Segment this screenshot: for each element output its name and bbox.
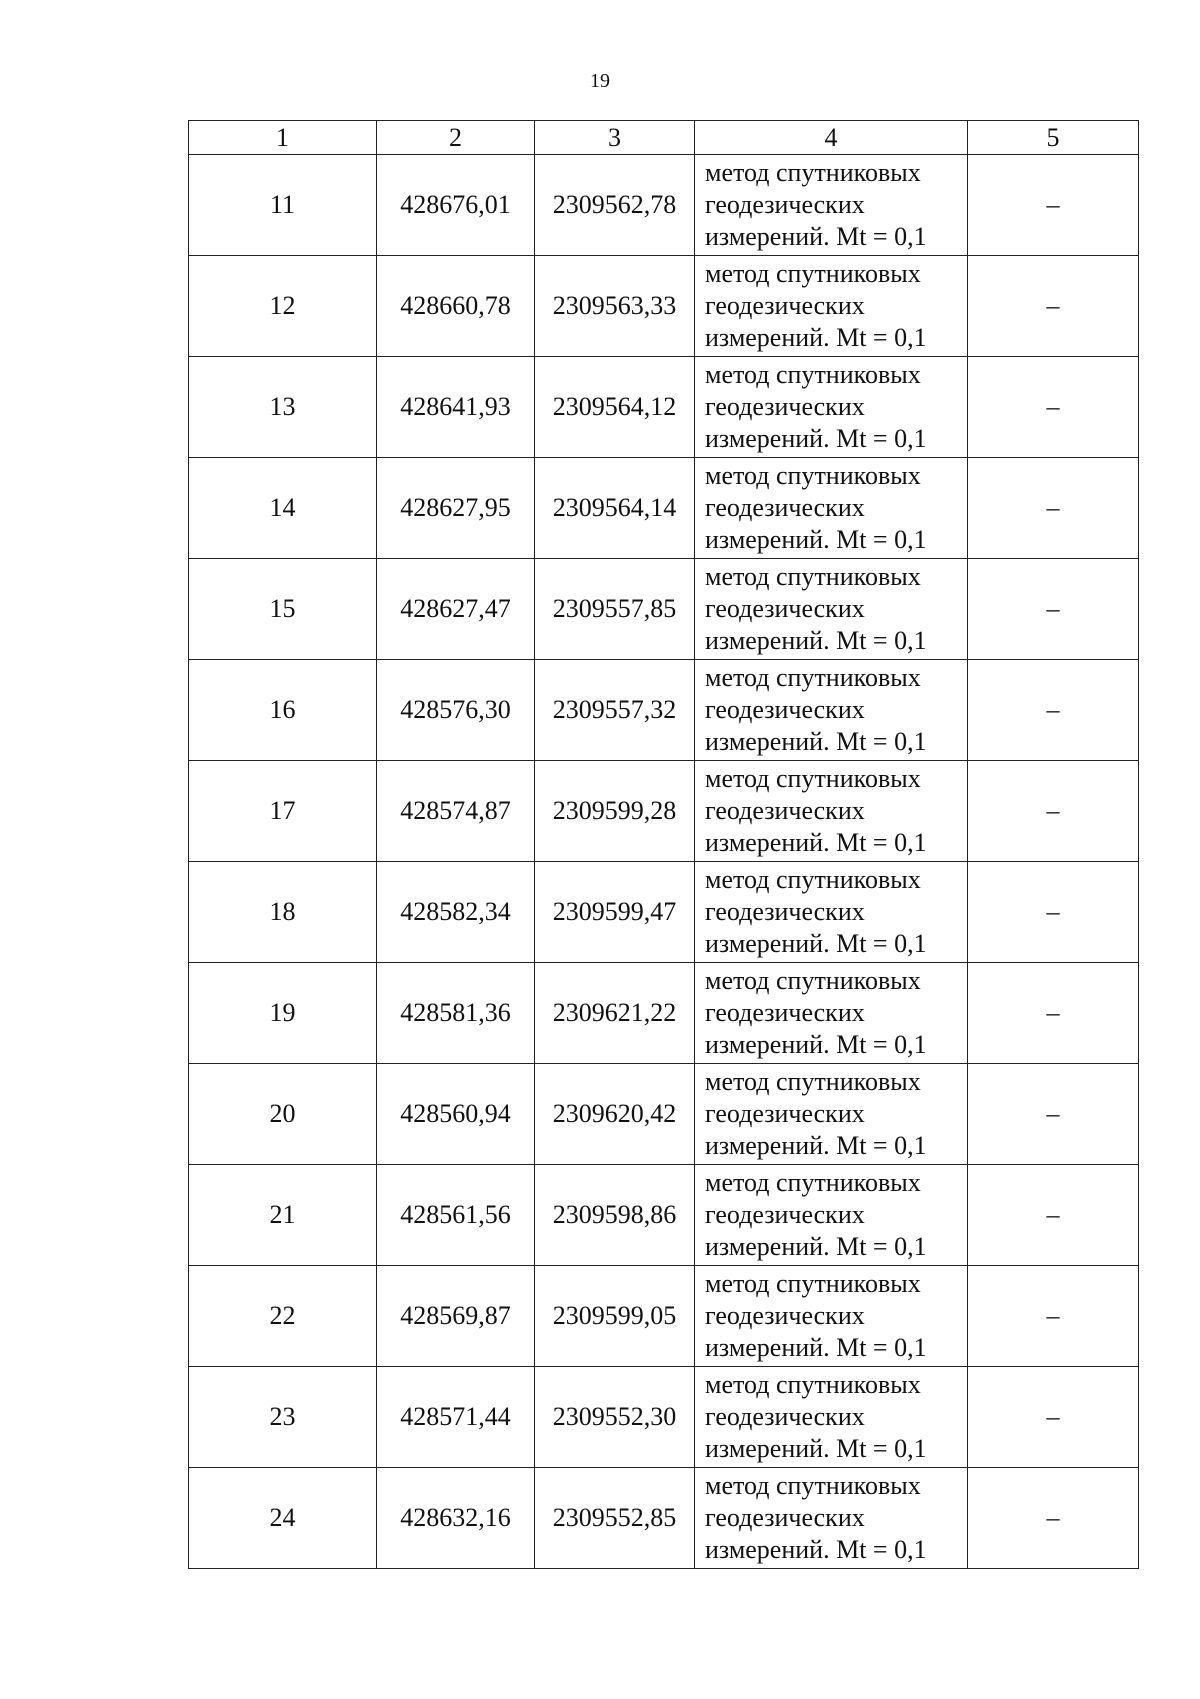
method-line: метод спутниковых [705, 865, 921, 894]
method-line: геодезических [705, 897, 865, 926]
method-line: метод спутниковых [705, 461, 921, 490]
point-number-cell: 11 [189, 155, 377, 256]
point-number-cell: 17 [189, 761, 377, 862]
method-line: измерений. Mt = 0,1 [705, 626, 927, 655]
method-line: геодезических [705, 695, 865, 724]
header-row [189, 121, 1139, 155]
point-number-cell: 21 [189, 1165, 377, 1266]
table-row [189, 1367, 1139, 1468]
column-5-cell: – [968, 357, 1139, 458]
column-5-cell: – [968, 1468, 1139, 1569]
y-coordinate-cell: 2309557,85 [535, 559, 695, 660]
method-line: измерений. Mt = 0,1 [705, 525, 927, 554]
column-5-cell: – [968, 559, 1139, 660]
point-number-cell: 12 [189, 256, 377, 357]
method-line: геодезических [705, 392, 865, 421]
method-line: измерений. Mt = 0,1 [705, 828, 927, 857]
x-coordinate-cell: 428574,87 [377, 761, 535, 862]
coordinates-table [188, 120, 1139, 1569]
method-cell [695, 256, 968, 357]
method-line: геодезических [705, 594, 865, 623]
point-number-cell: 14 [189, 458, 377, 559]
point-number-cell: 24 [189, 1468, 377, 1569]
method-line: геодезических [705, 1099, 865, 1128]
method-line: геодезических [705, 1301, 865, 1330]
column-5-cell: – [968, 155, 1139, 256]
method-cell [695, 155, 968, 256]
header-cell-3: 3 [535, 121, 695, 155]
method-cell [695, 559, 968, 660]
point-number-cell: 22 [189, 1266, 377, 1367]
y-coordinate-cell: 2309562,78 [535, 155, 695, 256]
x-coordinate-cell: 428582,34 [377, 862, 535, 963]
method-cell [695, 1468, 968, 1569]
table-row [189, 559, 1139, 660]
method-cell [695, 458, 968, 559]
method-cell [695, 1064, 968, 1165]
y-coordinate-cell: 2309599,47 [535, 862, 695, 963]
column-5-cell: – [968, 963, 1139, 1064]
x-coordinate-cell: 428641,93 [377, 357, 535, 458]
method-line: метод спутниковых [705, 1370, 921, 1399]
method-line: измерений. Mt = 0,1 [705, 1232, 927, 1261]
table-row [189, 1165, 1139, 1266]
page-number: 19 [590, 70, 610, 92]
point-number-cell: 19 [189, 963, 377, 1064]
column-5-cell: – [968, 458, 1139, 559]
table-body [189, 155, 1139, 1569]
point-number-cell: 20 [189, 1064, 377, 1165]
point-number-cell: 13 [189, 357, 377, 458]
method-line: геодезических [705, 1503, 865, 1532]
point-number-cell: 23 [189, 1367, 377, 1468]
method-line: геодезических [705, 493, 865, 522]
method-cell [695, 660, 968, 761]
method-cell [695, 1367, 968, 1468]
method-line: метод спутниковых [705, 764, 921, 793]
method-line: измерений. Mt = 0,1 [705, 1131, 927, 1160]
method-line: измерений. Mt = 0,1 [705, 424, 927, 453]
method-cell [695, 357, 968, 458]
method-line: метод спутниковых [705, 360, 921, 389]
x-coordinate-cell: 428561,56 [377, 1165, 535, 1266]
method-cell [695, 761, 968, 862]
method-line: измерений. Mt = 0,1 [705, 929, 927, 958]
method-cell [695, 963, 968, 1064]
y-coordinate-cell: 2309564,14 [535, 458, 695, 559]
method-line: метод спутниковых [705, 966, 921, 995]
method-line: геодезических [705, 1402, 865, 1431]
x-coordinate-cell: 428632,16 [377, 1468, 535, 1569]
method-line: геодезических [705, 291, 865, 320]
header-cell-4: 4 [695, 121, 968, 155]
x-coordinate-cell: 428569,87 [377, 1266, 535, 1367]
method-line: измерений. Mt = 0,1 [705, 1333, 927, 1362]
method-line: метод спутниковых [705, 663, 921, 692]
method-line: геодезических [705, 190, 865, 219]
x-coordinate-cell: 428627,47 [377, 559, 535, 660]
y-coordinate-cell: 2309599,28 [535, 761, 695, 862]
table-row [189, 862, 1139, 963]
method-line: метод спутниковых [705, 1067, 921, 1096]
table-row [189, 1064, 1139, 1165]
header-cell-5: 5 [968, 121, 1139, 155]
x-coordinate-cell: 428660,78 [377, 256, 535, 357]
method-line: геодезических [705, 796, 865, 825]
y-coordinate-cell: 2309563,33 [535, 256, 695, 357]
table-row [189, 357, 1139, 458]
x-coordinate-cell: 428560,94 [377, 1064, 535, 1165]
point-number-cell: 15 [189, 559, 377, 660]
method-line: измерений. Mt = 0,1 [705, 727, 927, 756]
table-row [189, 1468, 1139, 1569]
method-line: измерений. Mt = 0,1 [705, 323, 927, 352]
column-5-cell: – [968, 1367, 1139, 1468]
x-coordinate-cell: 428571,44 [377, 1367, 535, 1468]
method-line: метод спутниковых [705, 1471, 921, 1500]
y-coordinate-cell: 2309564,12 [535, 357, 695, 458]
table-row [189, 458, 1139, 559]
column-5-cell: – [968, 862, 1139, 963]
table-row [189, 963, 1139, 1064]
method-line: геодезических [705, 998, 865, 1027]
table-row [189, 660, 1139, 761]
method-cell [695, 1165, 968, 1266]
point-number-cell: 16 [189, 660, 377, 761]
y-coordinate-cell: 2309598,86 [535, 1165, 695, 1266]
method-cell [695, 1266, 968, 1367]
method-line: метод спутниковых [705, 259, 921, 288]
method-line: измерений. Mt = 0,1 [705, 1030, 927, 1059]
y-coordinate-cell: 2309620,42 [535, 1064, 695, 1165]
method-line: метод спутниковых [705, 1168, 921, 1197]
column-5-cell: – [968, 761, 1139, 862]
method-line: измерений. Mt = 0,1 [705, 1434, 927, 1463]
method-line: метод спутниковых [705, 158, 921, 187]
column-5-cell: – [968, 660, 1139, 761]
x-coordinate-cell: 428576,30 [377, 660, 535, 761]
header-cell-1: 1 [189, 121, 377, 155]
x-coordinate-cell: 428581,36 [377, 963, 535, 1064]
table-row [189, 256, 1139, 357]
column-5-cell: – [968, 1064, 1139, 1165]
y-coordinate-cell: 2309599,05 [535, 1266, 695, 1367]
y-coordinate-cell: 2309621,22 [535, 963, 695, 1064]
y-coordinate-cell: 2309552,85 [535, 1468, 695, 1569]
point-number-cell: 18 [189, 862, 377, 963]
table-row [189, 155, 1139, 256]
method-line: метод спутниковых [705, 562, 921, 591]
x-coordinate-cell: 428676,01 [377, 155, 535, 256]
y-coordinate-cell: 2309557,32 [535, 660, 695, 761]
y-coordinate-cell: 2309552,30 [535, 1367, 695, 1468]
method-line: геодезических [705, 1200, 865, 1229]
header-cell-2: 2 [377, 121, 535, 155]
method-cell [695, 862, 968, 963]
x-coordinate-cell: 428627,95 [377, 458, 535, 559]
method-line: измерений. Mt = 0,1 [705, 1535, 927, 1564]
method-line: измерений. Mt = 0,1 [705, 222, 927, 251]
table-row [189, 761, 1139, 862]
table-row [189, 1266, 1139, 1367]
method-line: метод спутниковых [705, 1269, 921, 1298]
column-5-cell: – [968, 256, 1139, 357]
column-5-cell: – [968, 1165, 1139, 1266]
column-5-cell: – [968, 1266, 1139, 1367]
